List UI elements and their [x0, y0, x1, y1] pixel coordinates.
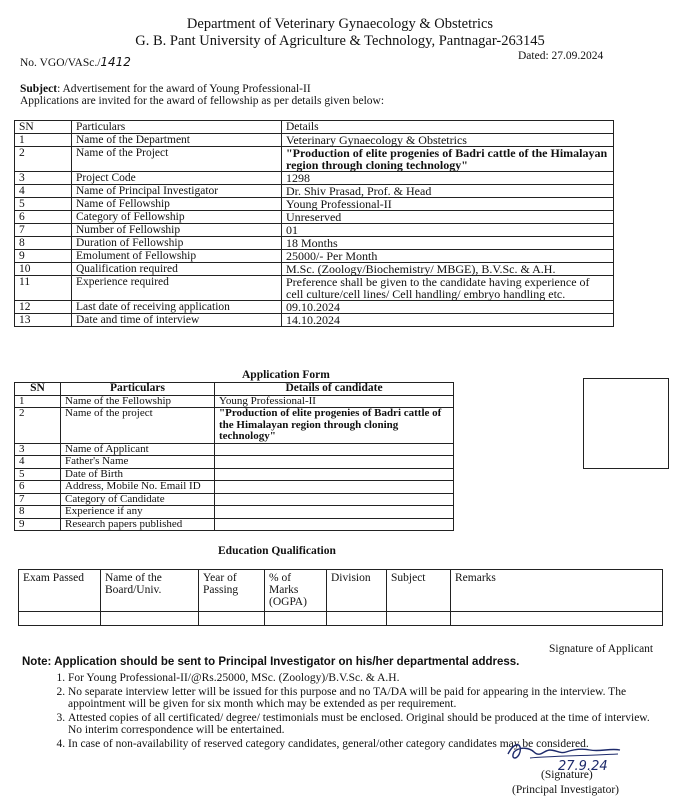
cell-sn: 10 — [15, 263, 72, 276]
cell-particular: Experience if any — [61, 506, 215, 519]
cell-sn: 8 — [15, 237, 72, 250]
header-sn: SN — [15, 121, 72, 134]
cell-particular: Father's Name — [61, 456, 215, 469]
cell-sn: 4 — [15, 456, 61, 469]
subject-line — [20, 83, 311, 95]
application-form-table — [14, 382, 454, 531]
table-row — [15, 468, 454, 481]
cell-particular: Date and time of interview — [72, 314, 282, 327]
cell-particular: Name of the Project — [72, 147, 282, 172]
reference-number — [20, 55, 131, 69]
cell-detail: 25000/- Per Month — [282, 250, 614, 263]
cell-sn: 5 — [15, 198, 72, 211]
cell-empty — [19, 612, 101, 626]
table-row — [15, 172, 614, 185]
subject-text: : Advertisement for the award of Young Professional-II — [57, 83, 311, 95]
table-row — [15, 518, 454, 531]
cell-particular: Name of Fellowship — [72, 198, 282, 211]
cell-detail: M.Sc. (Zoology/Biochemistry/ MBGE), B.V.Sc. & A.H. — [282, 263, 614, 276]
cell-sn: 4 — [15, 185, 72, 198]
cell-sn: 3 — [15, 172, 72, 185]
cell-empty — [451, 612, 663, 626]
photo-box — [583, 378, 669, 469]
handwritten-date: 27.9.24 — [558, 759, 608, 772]
table-row — [15, 185, 614, 198]
header-details: Details — [282, 121, 614, 134]
header-subject: Subject — [387, 570, 451, 612]
cell-particular: Name of Applicant — [61, 443, 215, 456]
cell-particular: Category of Candidate — [61, 493, 215, 506]
cell-particular: Name of the project — [61, 408, 215, 444]
application-form-title: Application Form — [242, 369, 330, 381]
cell-sn: 1 — [15, 395, 61, 408]
header-sn: SN — [15, 383, 61, 396]
note-item: 3. Attested copies of all certificated/ degree/ testimonials must be enclosed. Original should be produced at the time of interview. No interim correspondence will be entertained. — [68, 712, 665, 736]
cell-candidate-detail — [215, 506, 454, 519]
table-row — [15, 314, 614, 327]
intro-text: Applications are invited for the award of fellowship as per details given below: — [20, 95, 385, 107]
table-row — [15, 456, 454, 469]
table-row — [15, 237, 614, 250]
header-board-univ: Name of the Board/Univ. — [101, 570, 199, 612]
cell-sn: 6 — [15, 481, 61, 494]
header-division: Division — [327, 570, 387, 612]
table-row — [15, 443, 454, 456]
cell-empty — [199, 612, 265, 626]
cell-particular: Name of the Fellowship — [61, 395, 215, 408]
cell-candidate-detail — [215, 481, 454, 494]
cell-detail: Unreserved — [282, 211, 614, 224]
cell-detail: 14.10.2024 — [282, 314, 614, 327]
header-exam-passed: Exam Passed — [19, 570, 101, 612]
cell-sn: 7 — [15, 224, 72, 237]
cell-particular: Emolument of Fellowship — [72, 250, 282, 263]
cell-empty — [387, 612, 451, 626]
cell-sn: 13 — [15, 314, 72, 327]
cell-sn: 2 — [15, 147, 72, 172]
cell-particular: Name of Principal Investigator — [72, 185, 282, 198]
table-row — [15, 395, 454, 408]
cell-particular: Experience required — [72, 276, 282, 301]
cell-candidate-detail: "Production of elite progenies of Badri cattle of the Himalayan region through cloning technology" — [215, 408, 454, 444]
header-year-of-passing: Year of Passing — [199, 570, 265, 612]
table-header-row — [15, 383, 454, 396]
header-candidate-details: Details of candidate — [215, 383, 454, 396]
cell-sn: 11 — [15, 276, 72, 301]
cell-detail: "Production of elite progenies of Badri cattle of the Himalayan region through cloning technology" — [282, 147, 614, 172]
note-item: 1. For Young Professional-II/@Rs.25000, MSc. (Zoology)/B.V.Sc. & A.H. — [68, 672, 665, 684]
table-row — [15, 493, 454, 506]
table-row — [15, 224, 614, 237]
fellowship-details-table — [14, 120, 614, 327]
table-row — [15, 408, 454, 444]
cell-detail: 18 Months — [282, 237, 614, 250]
table-row — [15, 250, 614, 263]
cell-particular: Last date of receiving application — [72, 301, 282, 314]
table-row — [15, 211, 614, 224]
cell-detail: 09.10.2024 — [282, 301, 614, 314]
cell-particular: Category of Fellowship — [72, 211, 282, 224]
cell-sn: 2 — [15, 408, 61, 444]
cell-particular: Duration of Fellowship — [72, 237, 282, 250]
table-row — [15, 301, 614, 314]
cell-particular: Project Code — [72, 172, 282, 185]
cell-sn: 12 — [15, 301, 72, 314]
cell-detail: Dr. Shiv Prasad, Prof. & Head — [282, 185, 614, 198]
cell-particular: Qualification required — [72, 263, 282, 276]
table-row — [15, 481, 454, 494]
principal-investigator-label: (Principal Investigator) — [512, 784, 619, 796]
university-title: G. B. Pant University of Agriculture & Technology, Pantnagar-263145 — [135, 33, 545, 49]
letter-date: Dated: 27.09.2024 — [518, 50, 604, 62]
cell-particular: Number of Fellowship — [72, 224, 282, 237]
table-row — [15, 276, 614, 301]
cell-detail: 1298 — [282, 172, 614, 185]
reference-handwritten-number: 1412 — [100, 55, 131, 69]
cell-sn: 7 — [15, 493, 61, 506]
cell-particular: Name of the Department — [72, 134, 282, 147]
cell-particular: Address, Mobile No. Email ID — [61, 481, 215, 494]
cell-detail: Preference shall be given to the candidate having experience of cell culture/cell lines/ Cell handling/ embryo handling etc. — [282, 276, 614, 301]
education-qualification-title: Education Qualification — [218, 545, 336, 557]
cell-particular: Date of Birth — [61, 468, 215, 481]
cell-candidate-detail: Young Professional-II — [215, 395, 454, 408]
cell-particular: Research papers published — [61, 518, 215, 531]
table-header-row — [19, 570, 663, 612]
handwritten-signature — [500, 738, 650, 772]
reference-prefix: No. VGO/VASc./ — [20, 57, 101, 69]
note-item: 4. In case of non-availability of reserved category candidates, general/other category candidates may be considered. — [68, 738, 665, 750]
cell-candidate-detail — [215, 456, 454, 469]
header-remarks: Remarks — [451, 570, 663, 612]
cell-candidate-detail — [215, 518, 454, 531]
signature-of-applicant: Signature of Applicant — [549, 643, 654, 655]
table-row — [15, 506, 454, 519]
header-particulars: Particulars — [61, 383, 215, 396]
cell-sn: 6 — [15, 211, 72, 224]
header-particulars: Particulars — [72, 121, 282, 134]
subject-label: Subject — [20, 83, 58, 95]
header-marks: % of Marks (OGPA) — [265, 570, 327, 612]
cell-sn: 9 — [15, 250, 72, 263]
table-row — [19, 612, 663, 626]
table-row — [15, 134, 614, 147]
note-item: 2. No separate interview letter will be issued for this purpose and no TA/DA will be paid for appearing in the interview. The appointment will be given for six month which may be extended as per requirement. — [68, 686, 665, 710]
cell-detail: 01 — [282, 224, 614, 237]
department-title: Department of Veterinary Gynaecology & Obstetrics — [186, 16, 494, 32]
cell-sn: 8 — [15, 506, 61, 519]
cell-empty — [265, 612, 327, 626]
cell-candidate-detail — [215, 493, 454, 506]
cell-sn: 1 — [15, 134, 72, 147]
cell-detail: Veterinary Gynaecology & Obstetrics — [282, 134, 614, 147]
cell-sn: 3 — [15, 443, 61, 456]
table-row — [15, 263, 614, 276]
cell-empty — [327, 612, 387, 626]
cell-detail: Young Professional-II — [282, 198, 614, 211]
cell-candidate-detail — [215, 468, 454, 481]
cell-candidate-detail — [215, 443, 454, 456]
cell-sn: 5 — [15, 468, 61, 481]
signature-label: (Signature) — [541, 769, 593, 781]
table-row — [15, 198, 614, 211]
table-header-row — [15, 121, 614, 134]
cell-sn: 9 — [15, 518, 61, 531]
cell-empty — [101, 612, 199, 626]
table-row — [15, 147, 614, 172]
note-heading: Note: Application should be sent to Principal Investigator on his/her departmental address. — [22, 656, 520, 668]
education-qualification-table — [18, 569, 663, 626]
